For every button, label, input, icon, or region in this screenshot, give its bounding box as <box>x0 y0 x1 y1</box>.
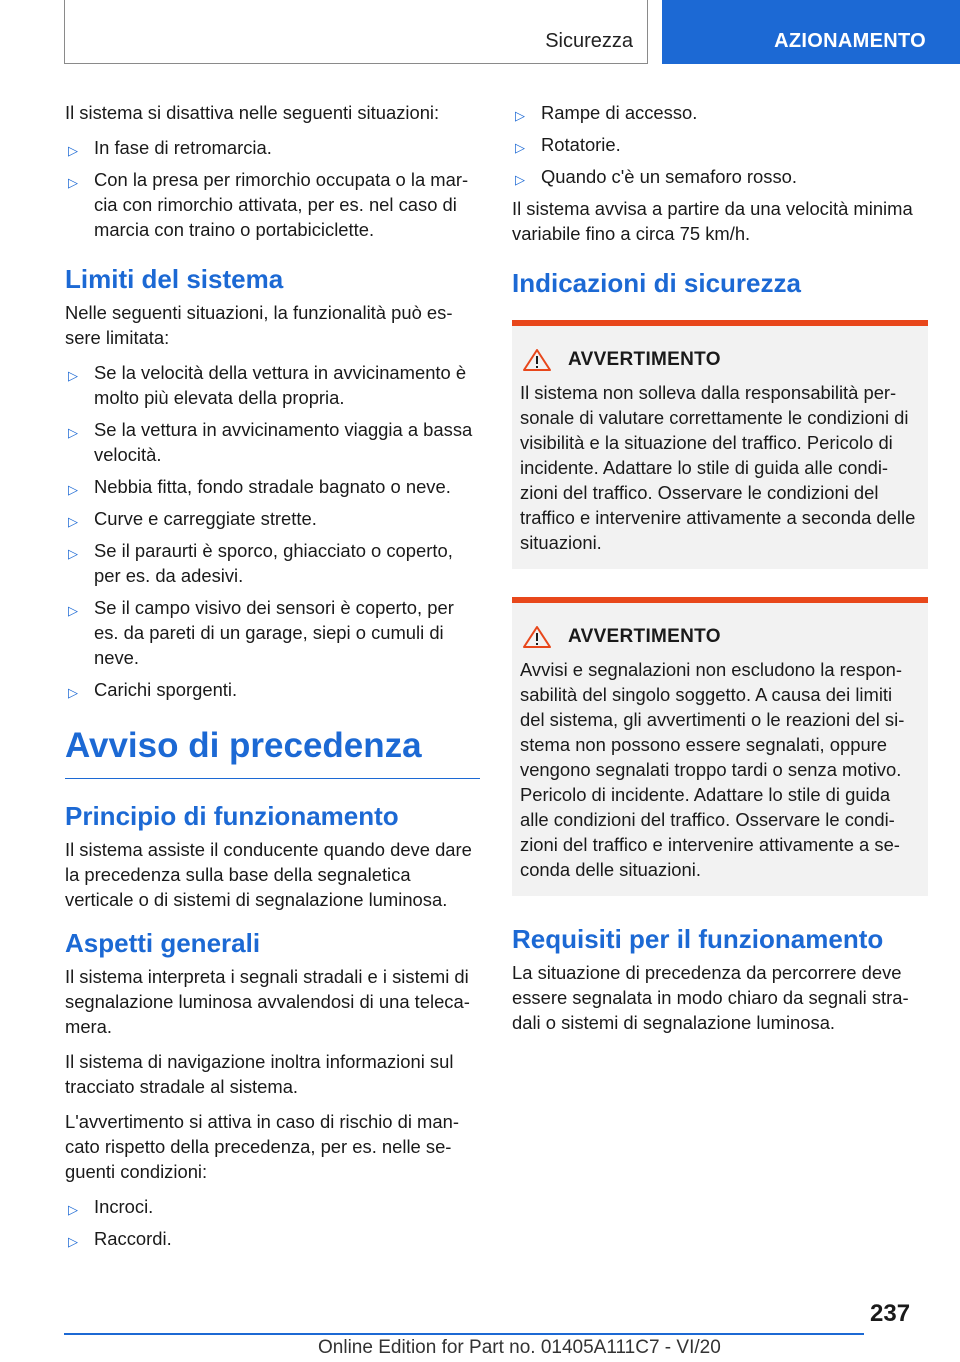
limits-intro: Nelle seguenti situazioni, la funzionalità può es-sere limitata: <box>65 302 453 348</box>
principle-heading: Principio di funzionamento <box>65 801 399 831</box>
deactivation-list <box>65 135 480 242</box>
header-section-tab <box>64 0 648 64</box>
list-item: ▷ In fase di retromarcia. <box>65 135 480 160</box>
triangle-right-icon: ▷ <box>68 425 78 440</box>
list-item: ▷ Curve e carreggiate strette. <box>65 506 480 531</box>
triangle-right-icon: ▷ <box>515 172 525 187</box>
deactivation-intro: Il sistema si disattiva nelle seguenti situazioni: <box>65 102 440 123</box>
limits-list <box>65 360 480 702</box>
warning-box-1 <box>512 320 928 569</box>
triangle-right-icon: ▷ <box>515 140 525 155</box>
header-section-label: Sicurezza <box>545 30 633 52</box>
triangle-right-icon: ▷ <box>68 514 78 529</box>
general-paragraph-3: L'avvertimento si attiva in caso di rischio di man-cato rispetto della precedenza, per es. nelle se-guenti condizioni: <box>65 1111 459 1182</box>
right-column <box>512 100 928 1045</box>
list-item: ▷ Quando c'è un semaforo rosso. <box>512 164 928 189</box>
list-item: ▷ Se il paraurti è sporco, ghiacciato o coperto, per es. da adesivi. <box>68 540 453 586</box>
page-number: 237 <box>870 1300 911 1327</box>
conditions-list <box>65 1194 480 1251</box>
triangle-right-icon: ▷ <box>68 368 78 383</box>
general-paragraph-1: Il sistema interpreta i segnali stradali e i sistemi di segnalazione luminosa avvalendosi di una teleca-mera. <box>65 966 470 1037</box>
triangle-right-icon: ▷ <box>68 603 78 618</box>
general-paragraph-2: Il sistema di navigazione inoltra informazioni sul tracciato stradale al sistema. <box>65 1051 454 1097</box>
warning-triangle-icon <box>522 625 552 649</box>
warning-box-2 <box>512 597 928 896</box>
conditions-list-continued <box>512 100 928 189</box>
triangle-right-icon: ▷ <box>68 175 78 190</box>
list-item: ▷ Rotatorie. <box>512 132 928 157</box>
left-column <box>65 100 480 1258</box>
speed-text: Il sistema avvisa a partire da una velocità minima variabile fino a circa 75 km/h. <box>512 198 913 244</box>
triangle-right-icon: ▷ <box>68 546 78 561</box>
list-item: ▷ Carichi sporgenti. <box>65 677 480 702</box>
general-heading: Aspetti generali <box>65 928 261 958</box>
limits-heading: Limiti del sistema <box>65 264 284 294</box>
header-chapter-tab <box>662 0 960 64</box>
triangle-right-icon: ▷ <box>68 1202 78 1217</box>
warning-title: AVVERTIMENTO <box>568 349 721 370</box>
list-item: ▷ Se la vettura in avvicinamento viaggia a bassa velocità. <box>68 419 473 465</box>
section-title: Avviso di precedenza <box>65 726 480 779</box>
triangle-right-icon: ▷ <box>68 143 78 158</box>
footer-divider <box>64 1333 864 1335</box>
warning-title: AVVERTIMENTO <box>568 626 721 647</box>
warning-text: Il sistema non solleva dalla responsabilità per-sonale di valutare correttamente le condizioni di visibilità e la situazione del traffico. Pericolo di incidente. Adattare lo stile di guida alle condi-zioni del traffico. Osservare le condizioni del traffico e intervenire attivamente a seconda delle situazioni. <box>520 382 916 553</box>
header-chapter-label: AZIONAMENTO <box>774 30 926 52</box>
triangle-right-icon: ▷ <box>68 482 78 497</box>
list-item: ▷ Se il campo visivo dei sensori è coperto, per es. da pareti di un garage, siepi o cumuli di neve. <box>68 597 454 668</box>
triangle-right-icon: ▷ <box>68 1234 78 1249</box>
requirements-text: La situazione di precedenza da percorrere deve essere segnalata in modo chiaro da segnali stra-dali o sistemi di segnalazione luminosa. <box>512 962 909 1033</box>
list-item: ▷ Con la presa per rimorchio occupata o la mar-cia con rimorchio attivata, per es. nel caso di marcia con traino o portabiciclette. <box>68 169 469 240</box>
list-item: ▷ Raccordi. <box>65 1226 480 1251</box>
footer-edition: Online Edition for Part no. 01405A111C7 - VI/20 <box>318 1337 721 1358</box>
list-item: ▷ Nebbia fitta, fondo stradale bagnato o neve. <box>65 474 480 499</box>
triangle-right-icon: ▷ <box>515 108 525 123</box>
list-item: ▷ Rampe di accesso. <box>512 100 928 125</box>
warning-text: Avvisi e segnalazioni non escludono la respon-sabilità del singolo soggetto. A causa dei limiti del sistema, gli avvertimenti o le reazioni del si-stema non possono essere segnalati, oppure vengono segnalati troppo tardi o senza motivo. Pericolo di incidente. Adattare lo stile di guida alle condizioni del traffico. Osservare le condi-zioni del traffico e intervenire attivamente a se-conda delle situazioni. <box>520 659 905 880</box>
list-item: ▷ Incroci. <box>65 1194 480 1219</box>
safety-heading: Indicazioni di sicurezza <box>512 268 801 298</box>
triangle-right-icon: ▷ <box>68 685 78 700</box>
principle-text: Il sistema assiste il conducente quando deve dare la precedenza sulla base della segnaletica verticale o di sistemi di segnalazione luminosa. <box>65 839 472 910</box>
requirements-heading: Requisiti per il funzionamento <box>512 924 884 954</box>
warning-triangle-icon <box>522 348 552 372</box>
list-item: ▷ Se la velocità della vettura in avvicinamento è molto più elevata della propria. <box>68 362 467 408</box>
